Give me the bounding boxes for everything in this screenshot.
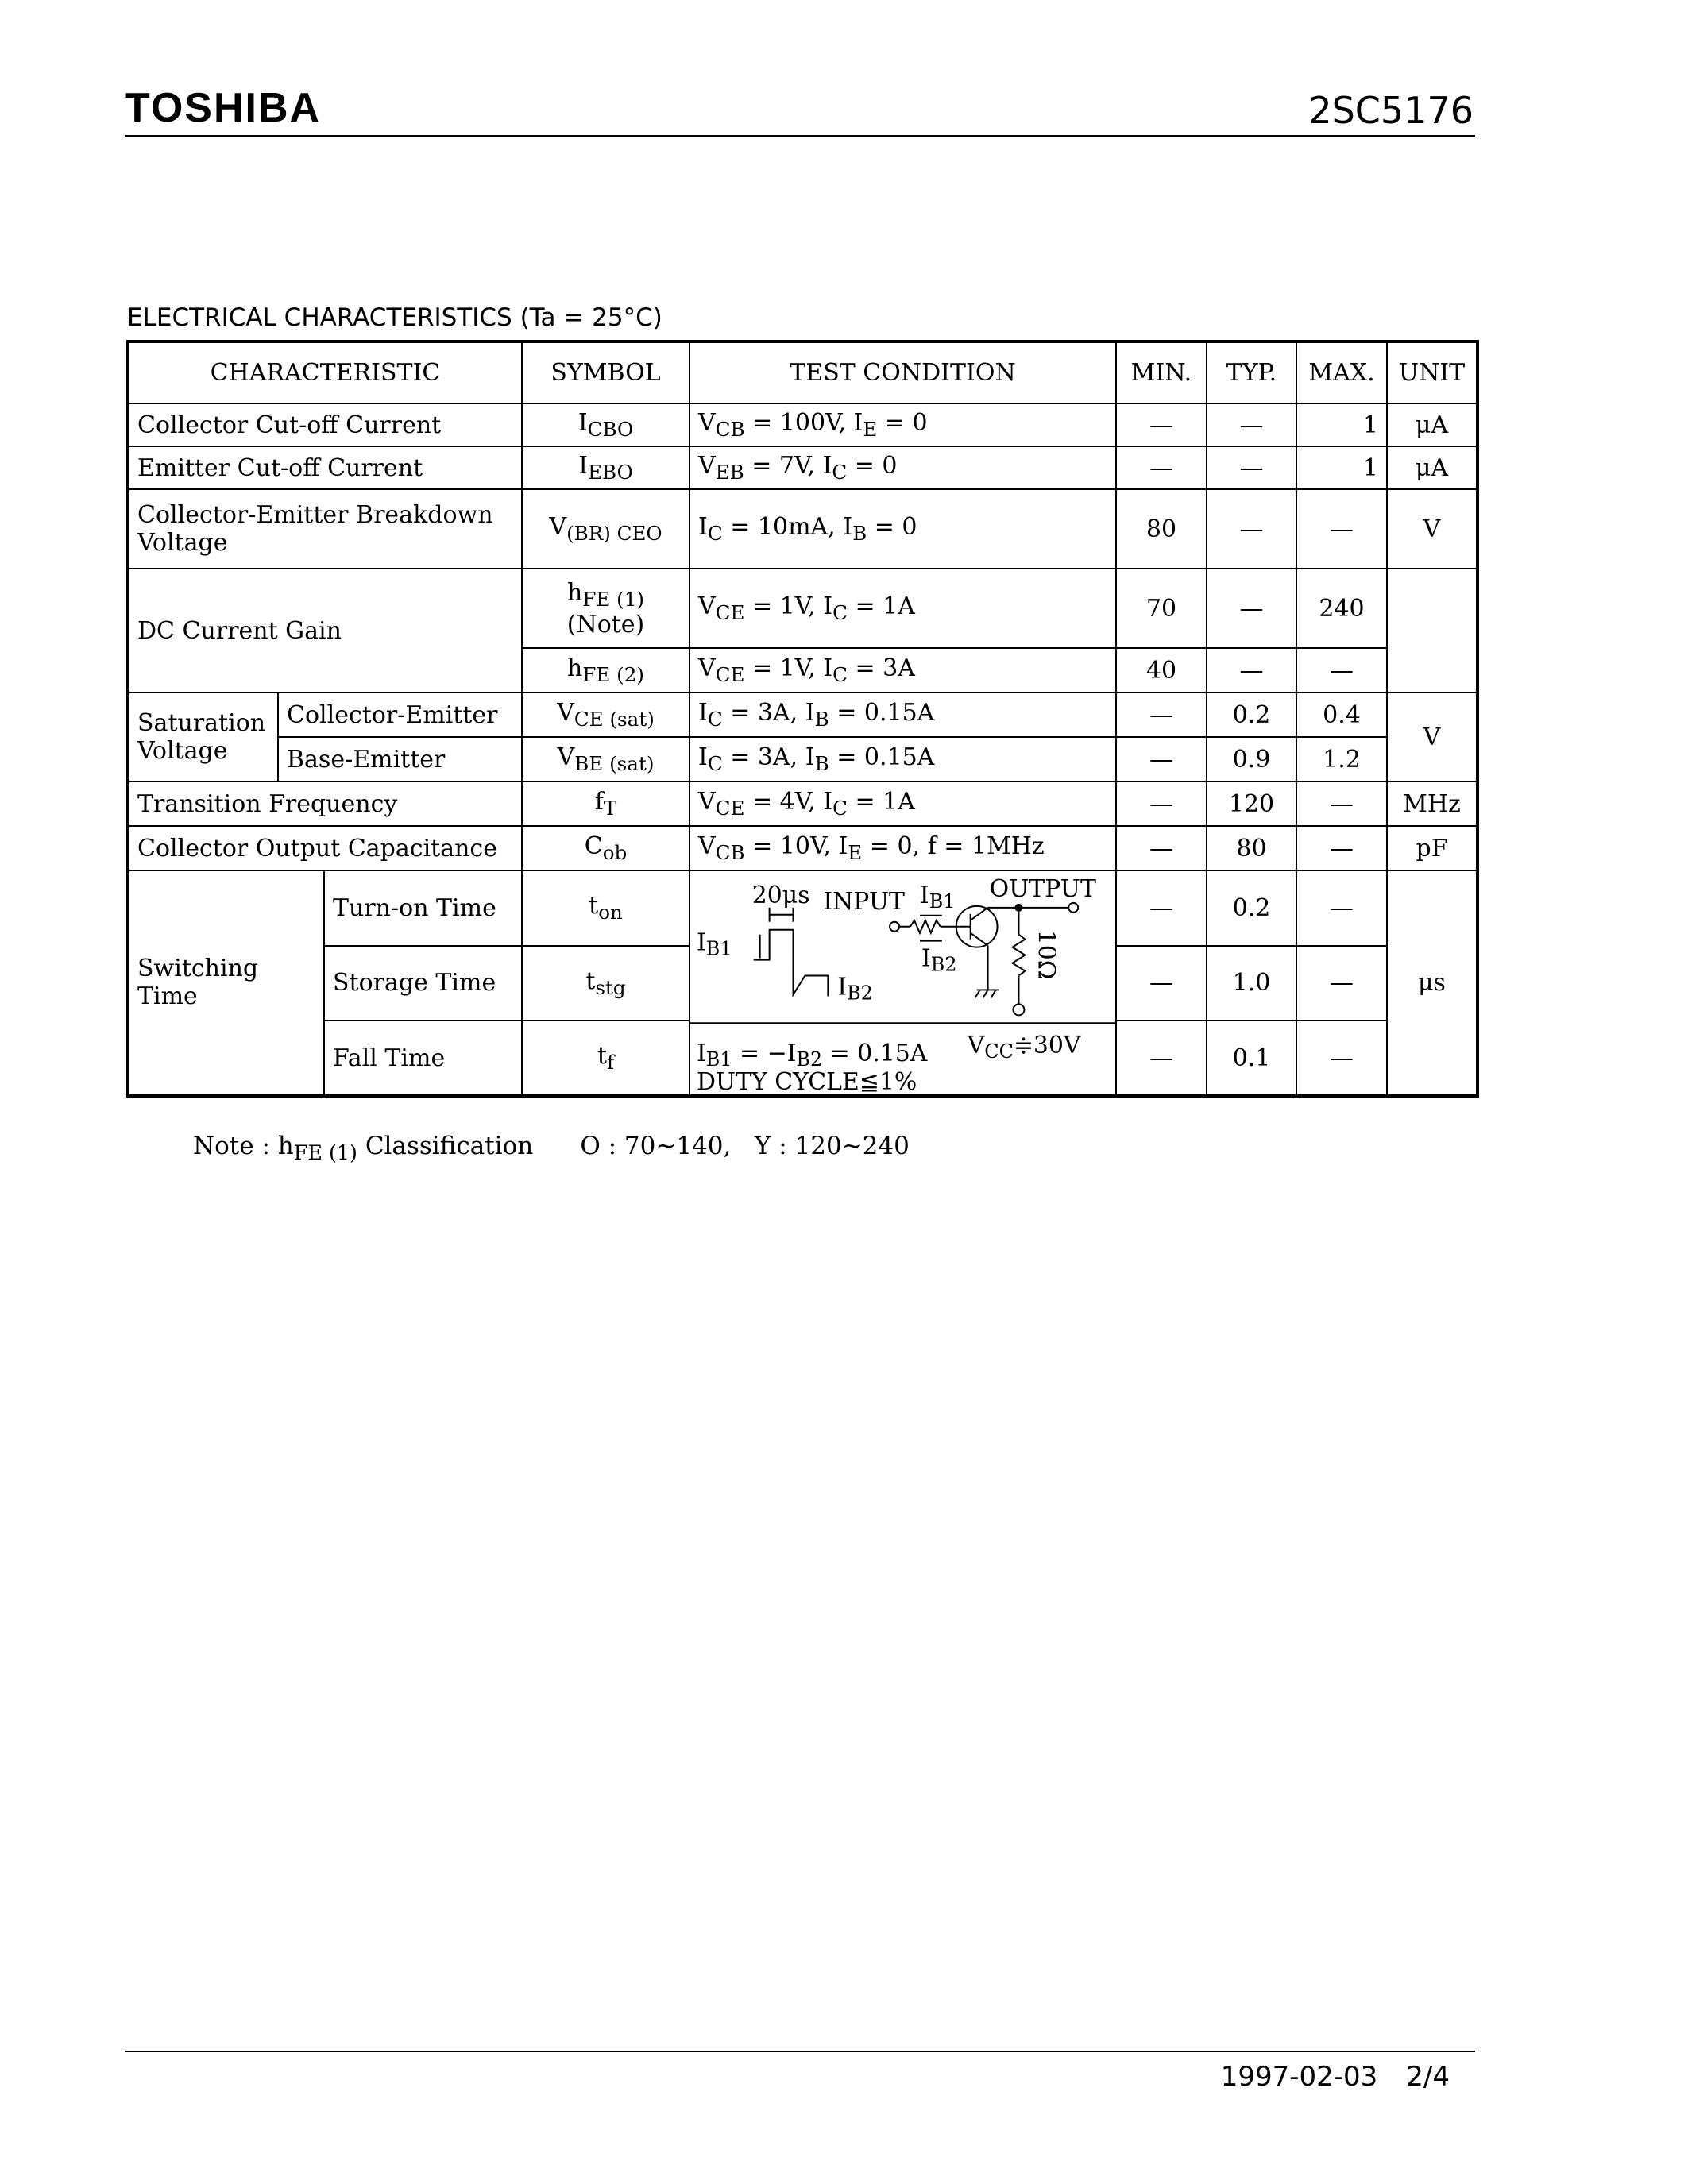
- load-resistor-label: 10Ω: [1032, 929, 1060, 980]
- characteristic-name: Collector Output Capacitance: [128, 826, 522, 870]
- characteristic-name: Collector Cut-off Current: [128, 403, 522, 446]
- electrical-characteristics-table: [126, 340, 1479, 1098]
- typ-value: 1.0: [1207, 946, 1296, 1021]
- min-value: —: [1116, 693, 1207, 737]
- min-value: —: [1116, 826, 1207, 870]
- symbol-cell: $I_{CBO}$: [522, 403, 689, 446]
- ib2-label: $I_{B2}$: [921, 944, 957, 976]
- header-test-condition: TEST CONDITION: [689, 341, 1116, 403]
- test-condition-cell: $V_{CB} = 100V$, $I_E = 0$: [689, 403, 1116, 446]
- typ-value: 0.9: [1207, 737, 1296, 781]
- hfe-classification-note: Note : $h_{FE (1)}$ Classification O : 70~140, Y : 120~240: [193, 1132, 910, 1165]
- max-value: —: [1296, 489, 1387, 569]
- output-label: OUTPUT: [989, 874, 1096, 903]
- pulse-width-label: 20μs: [751, 881, 810, 909]
- test-condition-cell: $I_C = 10mA$, $I_B = 0$: [689, 489, 1116, 569]
- symbol-cell: $t_{stg}$: [522, 946, 689, 1021]
- symbol-cell: $t_{on}$: [522, 870, 689, 946]
- characteristic-group: Switching Time: [128, 870, 324, 1096]
- characteristic-name: Turn-on Time: [324, 870, 522, 946]
- header-symbol: SYMBOL: [522, 341, 689, 403]
- max-value: —: [1296, 781, 1387, 826]
- unit-value: MHz: [1387, 781, 1477, 826]
- input-label: INPUT: [823, 887, 906, 916]
- unit-value: V: [1387, 693, 1477, 781]
- min-value: —: [1116, 870, 1207, 946]
- header-max: MAX.: [1296, 341, 1387, 403]
- min-value: 80: [1116, 489, 1207, 569]
- part-number: 2SC5176: [1308, 89, 1474, 132]
- min-value: 70: [1116, 569, 1207, 648]
- max-value: —: [1296, 826, 1387, 870]
- characteristic-name: Base-Emitter: [278, 737, 522, 781]
- symbol-cell: $t_f$: [522, 1021, 689, 1096]
- typ-value: 0.2: [1207, 870, 1296, 946]
- typ-value: —: [1207, 569, 1296, 648]
- symbol-cell: $V_{BE (sat)}$: [522, 737, 689, 781]
- min-value: —: [1116, 1021, 1207, 1096]
- characteristic-group: Saturation Voltage: [128, 693, 278, 781]
- max-value: —: [1296, 946, 1387, 1021]
- characteristic-name: Fall Time: [324, 1021, 522, 1096]
- table-row: [128, 446, 1477, 489]
- characteristic-name: Transition Frequency: [128, 781, 522, 826]
- ib2-waveform-label: $I_{B2}$: [837, 973, 873, 1005]
- max-value: 1: [1296, 403, 1387, 446]
- table-row: [128, 737, 1477, 781]
- test-condition-cell: $V_{CE} = 4V$, $I_C = 1A$: [689, 781, 1116, 826]
- vcc-label: $V_{CC}≑30V$: [967, 1032, 1081, 1063]
- test-condition-cell: $V_{CB} = 10V$, $I_E = 0$, f = 1MHz: [689, 826, 1116, 870]
- table-row: [128, 781, 1477, 826]
- symbol-cell: $C_{ob}$: [522, 826, 689, 870]
- table-row: [128, 569, 1477, 648]
- max-value: —: [1296, 648, 1387, 693]
- min-value: —: [1116, 946, 1207, 1021]
- header-unit: UNIT: [1387, 341, 1477, 403]
- duty-cycle-label: DUTY CYCLE≦1%: [696, 1067, 917, 1094]
- vcc-terminal-icon: [1013, 1004, 1024, 1015]
- characteristic-name: DC Current Gain: [128, 569, 522, 693]
- symbol-cell: $V_{CE (sat)}$: [522, 693, 689, 737]
- bias-condition: $I_{B1} = -I_{B2} = 0.15A$: [696, 1040, 928, 1071]
- characteristic-name: Collector-Emitter Breakdown Voltage: [128, 489, 522, 569]
- typ-value: 0.2: [1207, 693, 1296, 737]
- typ-value: —: [1207, 446, 1296, 489]
- test-condition-cell: $V_{CE} = 1V$, $I_C = 3A$: [689, 648, 1116, 693]
- typ-value: —: [1207, 403, 1296, 446]
- unit-value: μA: [1387, 446, 1477, 489]
- brand-logo: TOSHIBA: [125, 85, 322, 131]
- max-value: 0.4: [1296, 693, 1387, 737]
- header-characteristic: CHARACTERISTIC: [128, 341, 522, 403]
- symbol-cell: $f_T$: [522, 781, 689, 826]
- unit-value: μs: [1387, 870, 1477, 1096]
- max-value: 240: [1296, 569, 1387, 648]
- unit-value: [1387, 569, 1477, 693]
- switching-test-circuit: [689, 870, 1116, 1096]
- header-rule: [125, 135, 1475, 137]
- min-value: —: [1116, 737, 1207, 781]
- symbol-cell: $h_{FE (1)}$ (Note): [522, 569, 689, 648]
- min-value: —: [1116, 781, 1207, 826]
- typ-value: 80: [1207, 826, 1296, 870]
- symbol-cell: $I_{EBO}$: [522, 446, 689, 489]
- table-row: [128, 693, 1477, 737]
- characteristic-name: Emitter Cut-off Current: [128, 446, 522, 489]
- page-number: 2/4: [1406, 2061, 1450, 2093]
- typ-value: —: [1207, 489, 1296, 569]
- unit-value: pF: [1387, 826, 1477, 870]
- input-terminal-icon: [890, 922, 899, 932]
- test-condition-cell: $V_{CE} = 1V$, $I_C = 1A$: [689, 569, 1116, 648]
- unit-value: μA: [1387, 403, 1477, 446]
- footer: [1192, 2061, 1450, 2093]
- header-typ: TYP.: [1207, 341, 1296, 403]
- ib1-label: $I_{B1}$: [919, 881, 956, 913]
- output-terminal-icon: [1068, 903, 1078, 913]
- header-min: MIN.: [1116, 341, 1207, 403]
- min-value: —: [1116, 403, 1207, 446]
- section-title: ELECTRICAL CHARACTERISTICS (Ta = 25°C): [127, 303, 662, 332]
- table-row: [128, 489, 1477, 569]
- typ-value: 120: [1207, 781, 1296, 826]
- test-condition-cell: $I_C = 3A$, $I_B = 0.15A$: [689, 693, 1116, 737]
- footer-date: 1997-02-03: [1220, 2061, 1378, 2093]
- footer-rule: [125, 2051, 1475, 2052]
- table-row: [128, 870, 1477, 946]
- max-value: 1.2: [1296, 737, 1387, 781]
- typ-value: —: [1207, 648, 1296, 693]
- max-value: —: [1296, 870, 1387, 946]
- characteristic-name: Storage Time: [324, 946, 522, 1021]
- symbol-cell: $h_{FE (2)}$: [522, 648, 689, 693]
- table-header-row: [128, 341, 1477, 403]
- ib1-waveform-label: $I_{B1}$: [696, 928, 732, 960]
- unit-value: V: [1387, 489, 1477, 569]
- test-circuit-diagram: [690, 871, 1115, 1094]
- table-row: [128, 826, 1477, 870]
- table-row: [128, 403, 1477, 446]
- max-value: 1: [1296, 446, 1387, 489]
- min-value: 40: [1116, 648, 1207, 693]
- max-value: —: [1296, 1021, 1387, 1096]
- test-condition-cell: $V_{EB} = 7V$, $I_C = 0$: [689, 446, 1116, 489]
- typ-value: 0.1: [1207, 1021, 1296, 1096]
- input-pulse-waveform: [754, 930, 829, 995]
- load-resistor-icon: [1012, 935, 1025, 976]
- symbol-cell: $V_{(BR) CEO}$: [522, 489, 689, 569]
- test-condition-cell: $I_C = 3A$, $I_B = 0.15A$: [689, 737, 1116, 781]
- base-resistor-icon: [910, 920, 941, 933]
- min-value: —: [1116, 446, 1207, 489]
- characteristic-name: Collector-Emitter: [278, 693, 522, 737]
